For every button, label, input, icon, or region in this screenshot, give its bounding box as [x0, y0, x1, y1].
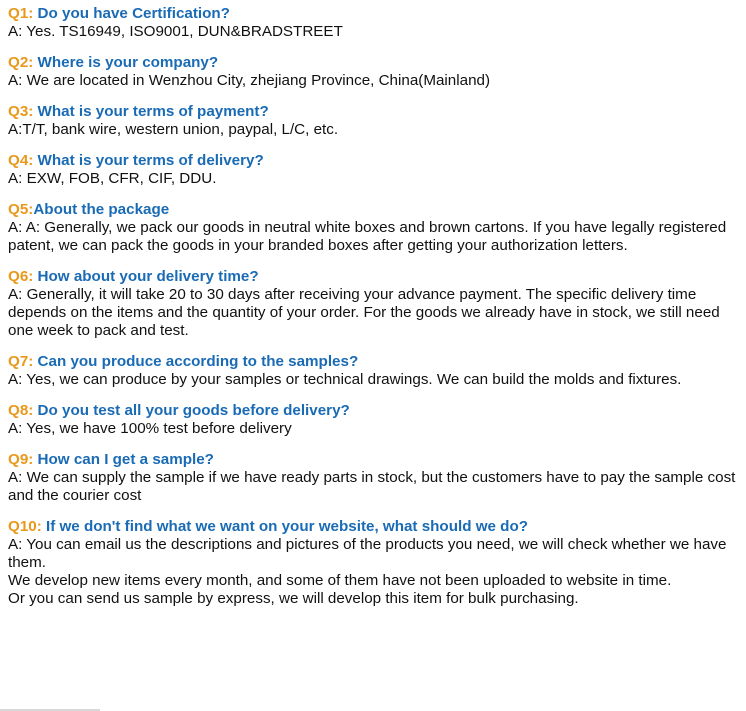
- question-text: Can you produce according to the samples?: [33, 353, 359, 370]
- question-text: How about your delivery time?: [33, 268, 259, 285]
- answer: [8, 72, 740, 90]
- question-number: Q9:: [8, 451, 34, 468]
- answer: [8, 170, 740, 188]
- answer: [8, 469, 740, 505]
- question-text: If we don't find what we want on your website, what should we do?: [41, 518, 529, 535]
- question-number: Q4:: [8, 152, 34, 169]
- faq-item-q4: [8, 152, 740, 188]
- question-number: Q1:: [8, 5, 34, 22]
- question-heading: [8, 103, 740, 121]
- question-text: What is your terms of payment?: [33, 103, 269, 120]
- answer-text: A: Yes, we have 100% test before delivery: [8, 420, 292, 437]
- answer: [8, 219, 740, 255]
- answer: [8, 536, 740, 608]
- faq-item-q10: [8, 518, 740, 608]
- answer: [8, 23, 740, 41]
- question-heading: [8, 402, 740, 420]
- faq-item-q5: [8, 201, 740, 255]
- question-number: Q5:: [8, 201, 34, 218]
- question-heading: [8, 152, 740, 170]
- faq-item-q8: [8, 402, 740, 438]
- question-number: Q7:: [8, 353, 34, 370]
- question-heading: [8, 353, 740, 371]
- answer-text: A: Yes. TS16949, ISO9001, DUN&BRADSTREET: [8, 23, 343, 40]
- question-text: How can I get a sample?: [33, 451, 214, 468]
- question-number: Q8:: [8, 402, 34, 419]
- faq-item-q3: [8, 103, 740, 139]
- answer: [8, 286, 740, 340]
- answer-text: A: You can email us the descriptions and pictures of the products you need, we will check whether we have them.: [8, 536, 727, 571]
- question-number: Q6:: [8, 268, 34, 285]
- question-heading: [8, 451, 740, 469]
- question-text: Where is your company?: [33, 54, 219, 71]
- question-text: Do you have Certification?: [33, 5, 230, 22]
- question-heading: [8, 268, 740, 286]
- answer-text: Or you can send us sample by express, we will develop this item for bulk purchasing.: [8, 590, 579, 607]
- faq-item-q9: [8, 451, 740, 505]
- answer-text: A: Yes, we can produce by your samples or technical drawings. We can build the molds and fixtures.: [8, 371, 682, 388]
- question-number: Q2:: [8, 54, 34, 71]
- faq-list: [8, 5, 740, 621]
- question-number: Q3:: [8, 103, 34, 120]
- question-text: What is your terms of delivery?: [33, 152, 264, 169]
- answer-text: A: A: Generally, we pack our goods in neutral white boxes and brown cartons. If you have legally registered patent, we can pack the goods in your branded boxes after getting your authorization letters.: [8, 219, 727, 254]
- answer-text: A: We can supply the sample if we have ready parts in stock, but the customers have to pay the sample cost and the courier cost: [8, 469, 736, 504]
- faq-item-q7: [8, 353, 740, 389]
- answer-text: A:T/T, bank wire, western union, paypal, L/C, etc.: [8, 121, 339, 138]
- answer: [8, 121, 740, 139]
- faq-item-q1: [8, 5, 740, 41]
- question-text: Do you test all your goods before delivery?: [33, 402, 350, 419]
- question-heading: [8, 5, 740, 23]
- answer: [8, 420, 740, 438]
- question-number: Q10:: [8, 518, 42, 535]
- question-heading: [8, 201, 740, 219]
- question-heading: [8, 54, 740, 72]
- answer-text: We develop new items every month, and some of them have not been uploaded to website in time.: [8, 572, 672, 589]
- answer-text: A: EXW, FOB, CFR, CIF, DDU.: [8, 170, 217, 187]
- faq-item-q6: [8, 268, 740, 340]
- answer-text: A: Generally, it will take 20 to 30 days after receiving your advance payment. The specific delivery time depends on the items and the quantity of your order. For the goods we already have in stock, we still need one week to pack and test.: [8, 286, 720, 339]
- faq-item-q2: [8, 54, 740, 90]
- answer-text: A: We are located in Wenzhou City, zhejiang Province, China(Mainland): [8, 72, 491, 89]
- question-text: About the package: [33, 201, 170, 218]
- question-heading: [8, 518, 740, 536]
- answer: [8, 371, 740, 389]
